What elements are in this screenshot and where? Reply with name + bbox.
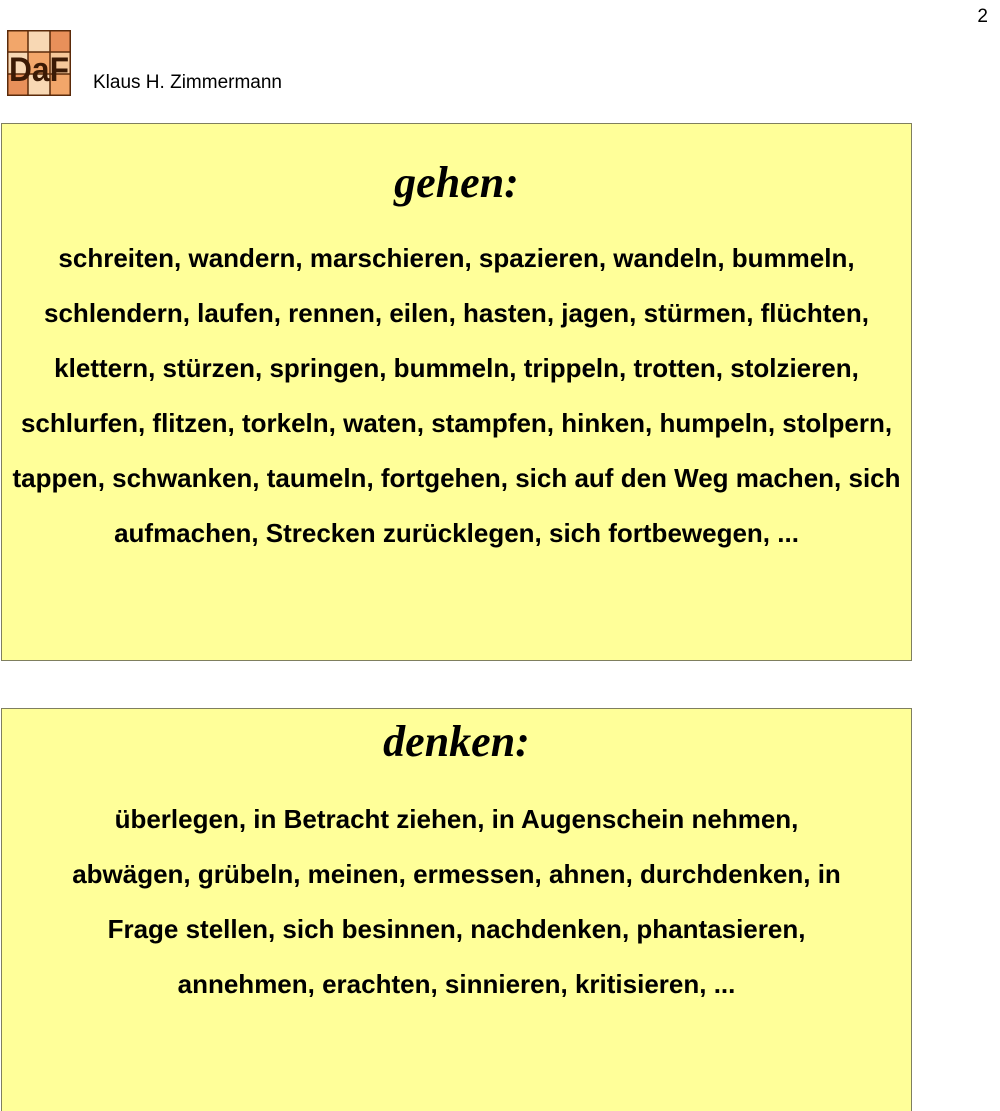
page-number: 2 bbox=[977, 6, 988, 27]
card-body-denken: überlegen, in Betracht ziehen, in Augenschein nehmen, abwägen, grübeln, meinen, ermessen, ahnen, durchdenken, in Frage stellen, sich besinnen, nachdenken, phantasieren, annehmen, erachten, sinnieren, kritisieren, ... bbox=[72, 804, 841, 999]
card-body-gehen: schreiten, wandern, marschieren, spazieren, wandeln, bummeln, schlendern, laufen, rennen, eilen, hasten, jagen, stürmen, flüchten, klettern, stürzen, springen, bummeln, trippeln, trotten, stolzieren, schlurfen, flitzen, torkeln, waten, stampfen, hinken, humpeln, stolpern, tappen, schwanken, taumeln, fortgehen, sich auf den Weg machen, sich aufmachen, Strecken zurücklegen, sich fortbewegen, ... bbox=[12, 243, 901, 548]
card-title-gehen: gehen: bbox=[394, 158, 519, 207]
author-name: Klaus H. Zimmermann bbox=[93, 72, 282, 93]
header bbox=[7, 26, 282, 96]
synonym-card-denken bbox=[1, 708, 912, 1111]
synonym-card-gehen bbox=[1, 123, 912, 661]
daf-logo bbox=[7, 30, 71, 96]
card-title-denken: denken: bbox=[383, 717, 530, 766]
daf-logo-text: DaF bbox=[9, 51, 69, 89]
